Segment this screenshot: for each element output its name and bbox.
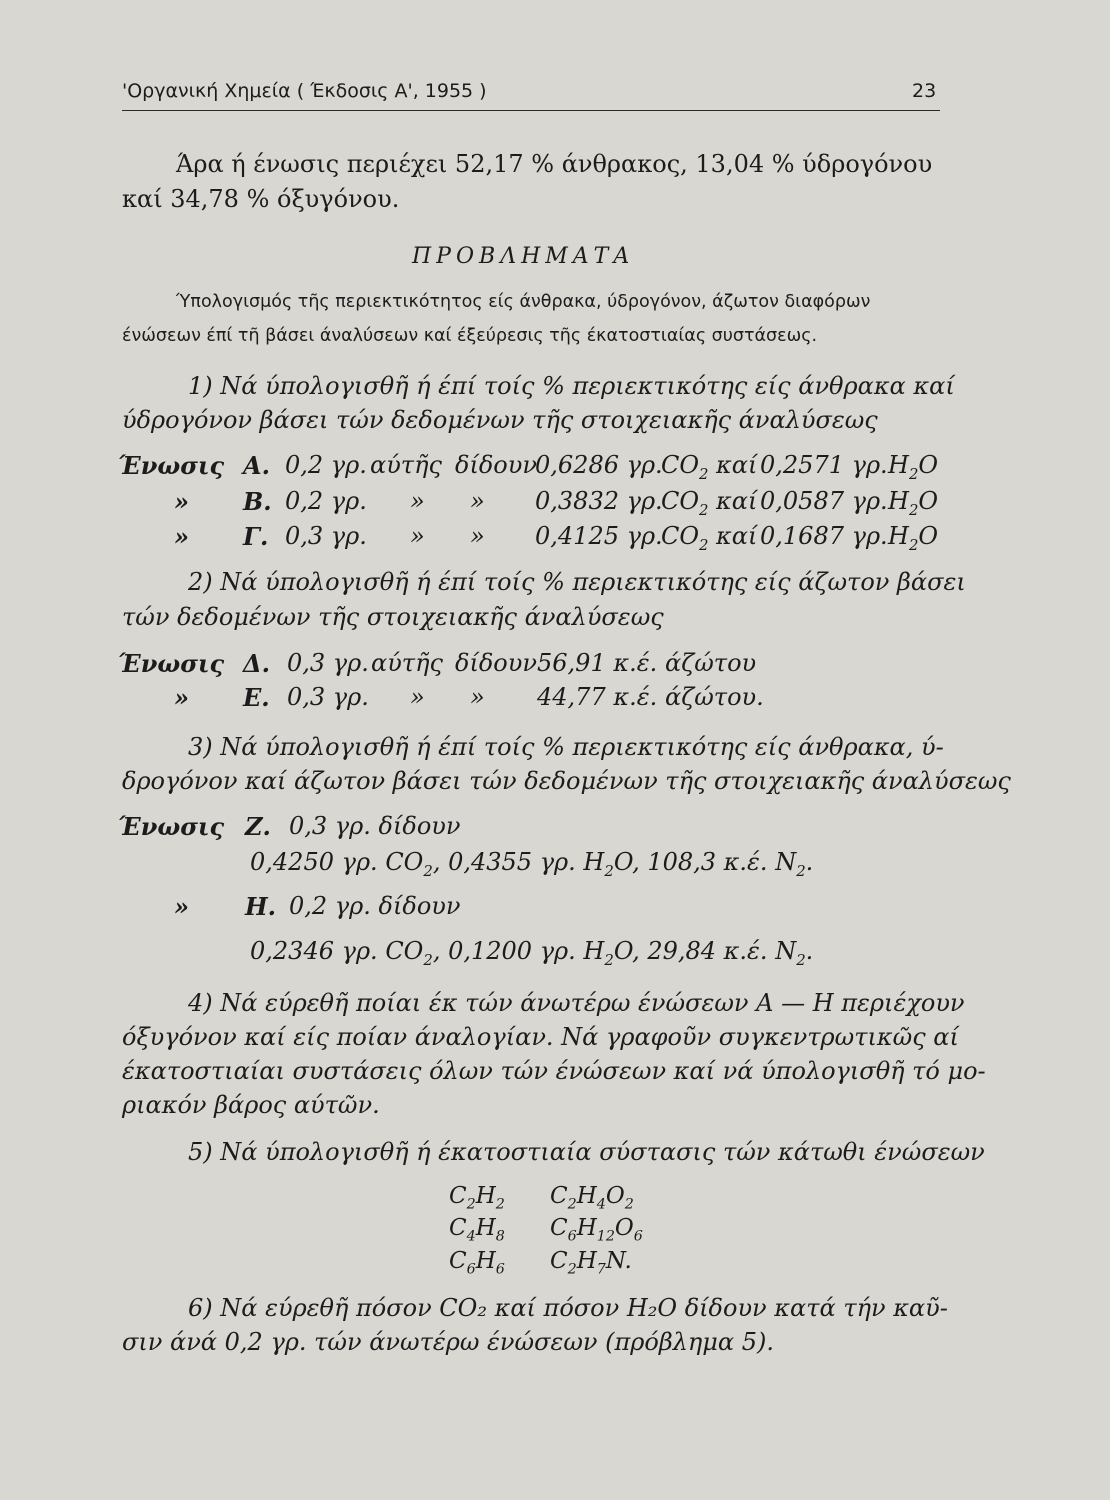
compound-letter: Δ. — [243, 649, 270, 678]
sample-mass: 0,3 γρ. — [285, 522, 367, 550]
problem-1-line-1: 1) Νά ύπολογισθῆ ή έπί τοίς % περιεκτικότης είς άνθρακα καί — [188, 372, 955, 400]
verb-cell: » — [470, 683, 485, 711]
verb-cell: » — [470, 522, 485, 550]
conjunction: καί — [716, 522, 758, 550]
analysis-results: 0,2346 γρ. $CO_2$, 0,1200 γρ. $H_2O$, 29,84 κ.έ. $N_2$. — [250, 937, 814, 969]
gas-name: άζώτου — [665, 649, 757, 677]
verb-cell: δίδουν — [455, 451, 537, 479]
verb-cell: αύτῆς — [371, 649, 443, 677]
problem-6-line-2: σιν άνά 0,2 γρ. τών άνωτέρω ένώσεων (πρόβλημα 5). — [122, 1328, 774, 1356]
nitrogen-volume: 56,91 κ.έ. — [537, 649, 658, 677]
problem-4-line-3: έκατοστιαίαι συστάσεις όλων τών ένώσεων καί νά ύπολογισθῆ τό μο- — [122, 1057, 986, 1085]
verb-cell: δίδουν — [455, 649, 537, 677]
problem-6-line-1: 6) Νά εύρεθῆ πόσον CO₂ καί πόσον H₂O δίδουν κατά τήν καῦ- — [188, 1294, 948, 1322]
formula: $C_2H_2$ — [449, 1183, 505, 1213]
formula: $C_2H_4O_2$ — [550, 1183, 634, 1213]
sample-mass: 0,3 γρ. — [287, 683, 369, 711]
formula-h2o: $H_2O$ — [888, 451, 939, 483]
verb-cell: » — [410, 522, 425, 550]
problem-2-line-2: τών δεδομένων τῆς στοιχειακῆς άναλύσεως — [122, 603, 664, 631]
formula-h2o: $H_2O$ — [888, 487, 939, 519]
problem-4-line-1: 4) Νά εύρεθῆ ποίαι έκ τών άνωτέρω ένώσεων Α — Η περιέχουν — [188, 989, 965, 1017]
description-line-1: Ύπολογισμός τῆς περιεκτικότητος είς άνθρακα, ύδρογόνον, άζωτον διαφόρων — [176, 292, 871, 312]
header-rule — [122, 110, 940, 111]
analysis-results: 0,4250 γρ. $CO_2$, 0,4355 γρ. $H_2O$, 108,3 κ.έ. $N_2$. — [250, 848, 814, 880]
nitrogen-volume: 44,77 κ.έ. — [537, 683, 658, 711]
section-title: ΠΡΟΒΛΗΜΑΤΑ — [412, 244, 635, 269]
intro-line-1: Άρα ή ένωσις περιέχει 52,17 % άνθρακος, 13,04 % ύδρογόνου — [176, 150, 933, 178]
problem-2-line-1: 2) Νά ύπολογισθῆ ή έπί τοίς % περιεκτικότης είς άζωτον βάσει — [188, 568, 966, 596]
verb-cell: » — [410, 487, 425, 515]
sample-mass: 0,2 γρ. — [285, 451, 367, 479]
problem-4-line-2: όξυγόνον καί είς ποίαν άναλογίαν. Νά γραφοῦν συγκεντρωτικῶς αί — [122, 1023, 959, 1051]
co2-mass: 0,6286 γρ. — [535, 451, 663, 479]
row-label: » — [174, 892, 189, 921]
verb-cell: αύτῆς — [370, 451, 442, 479]
compound-letter: Γ. — [243, 522, 269, 551]
conjunction: καί — [716, 487, 758, 515]
compound-letter: Η. — [245, 892, 277, 921]
row-label: Ένωσις — [118, 451, 225, 480]
formula: $C_2H_7N$. — [550, 1248, 632, 1278]
formula: $C_6H_6$ — [449, 1248, 505, 1278]
row-label: Ένωσις — [118, 649, 225, 678]
compound-letter: Ζ. — [245, 812, 271, 841]
problem-3-line-2: δρογόνον καί άζωτον βάσει τών δεδομένων τῆς στοιχειακῆς άναλύσεως — [122, 767, 1011, 795]
co2-mass: 0,4125 γρ. — [535, 522, 663, 550]
row-label: » — [174, 683, 189, 712]
verb-cell: » — [410, 683, 425, 711]
h2o-mass: 0,1687 γρ. — [760, 522, 888, 550]
conjunction: καί — [716, 451, 758, 479]
formula-co2: $CO_2$ — [661, 451, 709, 483]
problem-1-line-2: ύδρογόνον βάσει τών δεδομένων τῆς στοιχειακῆς άναλύσεως — [122, 406, 878, 434]
sample-mass: 0,2 γρ. — [285, 487, 367, 515]
description-line-2: ένώσεων έπί τῆ βάσει άναλύσεων καί έξεύρεσις τῆς έκατοστιαίας συστάσεως. — [122, 326, 818, 346]
co2-mass: 0,3832 γρ. — [535, 487, 663, 515]
row-label: Ένωσις — [118, 812, 225, 841]
row-label: » — [174, 522, 189, 551]
formula: $C_6H_{12}O_6$ — [550, 1215, 643, 1245]
compound-letter: Α. — [243, 451, 270, 480]
problem-4-line-4: ριακόν βάρος αύτῶν. — [122, 1091, 380, 1119]
gas-name: άζώτου. — [665, 683, 764, 711]
verb-cell: » — [470, 487, 485, 515]
h2o-mass: 0,0587 γρ. — [760, 487, 888, 515]
formula-co2: $CO_2$ — [661, 522, 709, 554]
row-label: » — [174, 487, 189, 516]
h2o-mass: 0,2571 γρ. — [760, 451, 888, 479]
formula-co2: $CO_2$ — [661, 487, 709, 519]
problem-5-line-1: 5) Νά ύπολογισθῆ ή έκατοστιαία σύστασις τών κάτωθι ένώσεων — [188, 1138, 985, 1166]
sample-given: 0,2 γρ. δίδουν — [289, 892, 461, 920]
compound-letter: Β. — [243, 487, 272, 516]
formula: $C_4H_8$ — [449, 1215, 505, 1245]
intro-line-2: καί 34,78 % όξυγόνου. — [122, 185, 400, 213]
compound-letter: Ε. — [243, 683, 270, 712]
problem-3-line-1: 3) Νά ύπολογισθῆ ή έπί τοίς % περιεκτικότης είς άνθρακα, ύ- — [188, 733, 944, 761]
sample-mass: 0,3 γρ. — [287, 649, 369, 677]
formula-h2o: $H_2O$ — [888, 522, 939, 554]
sample-given: 0,3 γρ. δίδουν — [289, 812, 461, 840]
running-header: 'Οργανική Χημεία ( Έκδοσις Α', 1955 ) — [122, 80, 487, 102]
page-number: 23 — [912, 80, 937, 102]
